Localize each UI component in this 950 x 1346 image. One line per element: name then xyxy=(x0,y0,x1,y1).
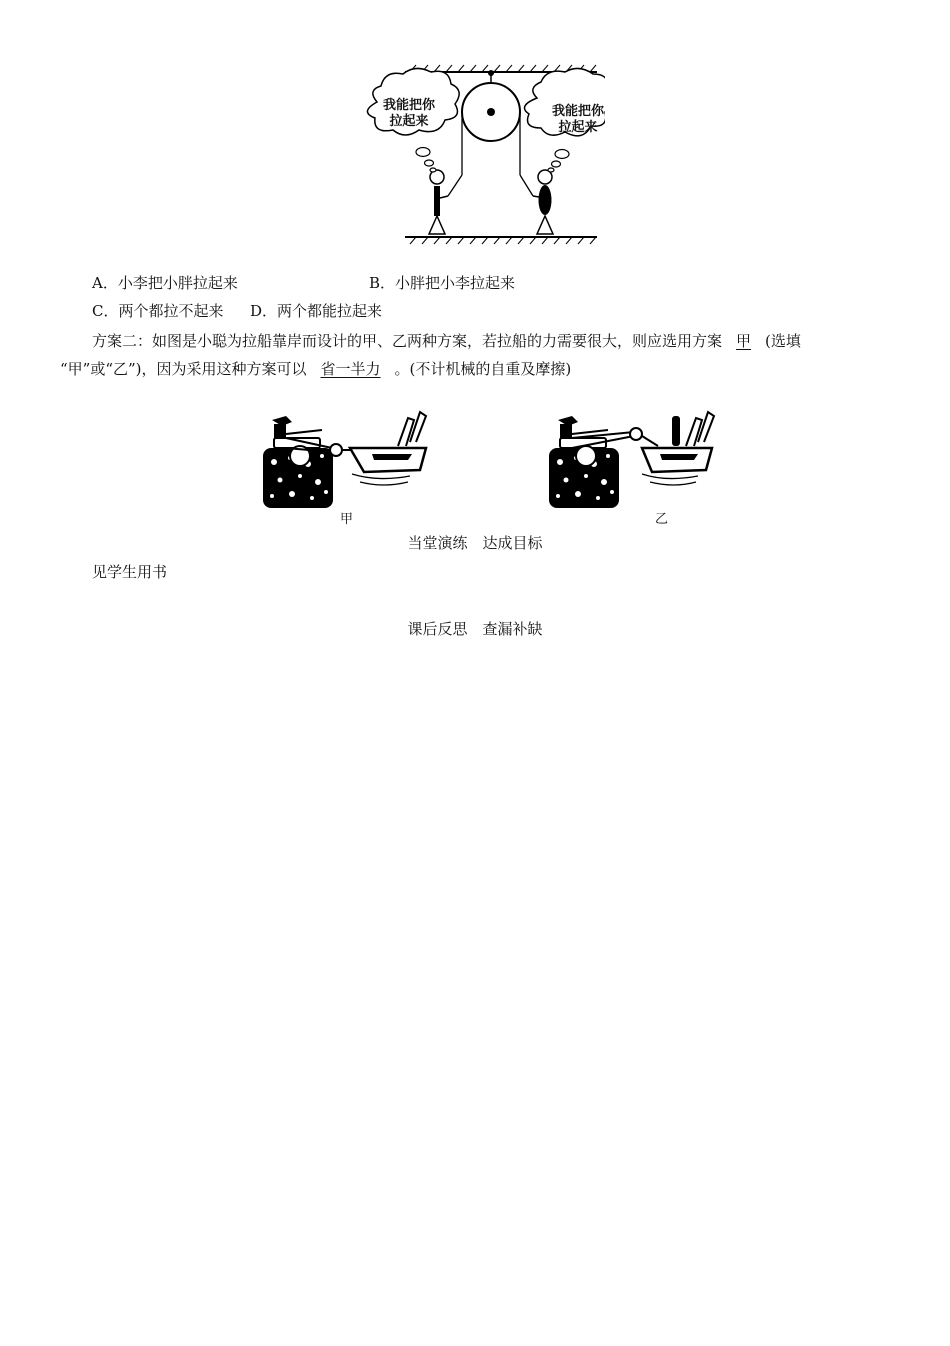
answer-2-text: 省一半力 xyxy=(320,360,381,378)
bubble-left-line2: 拉起来 xyxy=(389,114,429,129)
bubble-left-line1: 我能把你 xyxy=(382,98,435,113)
question-line-2 xyxy=(60,359,571,379)
question-line1-pre: 方案二：如图是小聪为拉船靠岸而设计的甲、乙两种方案，若拉船的力需要很大，则应选用方案 xyxy=(92,332,723,350)
practice-title: 当堂演练 达成目标 xyxy=(407,534,543,552)
question-line2-post: 。(不计机械的自重及摩擦) xyxy=(394,360,572,378)
question-line-1 xyxy=(92,331,801,351)
answer-1 xyxy=(722,332,765,350)
pulley-figure xyxy=(355,60,605,245)
question-line2-pre: “甲”或“乙”)，因为采用这种方案可以 xyxy=(60,360,307,378)
bubble-right-line2: 拉起来 xyxy=(558,120,598,135)
answer-1-text: 甲 xyxy=(736,332,752,350)
answer-2 xyxy=(307,360,395,378)
option-c: C．两个都拉不起来 xyxy=(92,302,224,320)
bubble-text-right xyxy=(547,104,609,136)
boat-figure-right xyxy=(546,402,724,514)
question-line1-post: (选填 xyxy=(765,332,801,350)
boat-label-right: 乙 xyxy=(655,512,669,527)
bubble-text-left xyxy=(378,98,440,130)
option-a: A．小李把小胖拉起来 xyxy=(92,274,238,292)
boat-label-left: 甲 xyxy=(340,512,354,527)
option-b: B．小胖把小李拉起来 xyxy=(369,274,516,292)
reflection-title: 课后反思 查漏补缺 xyxy=(407,620,543,638)
bubble-right-line1: 我能把你 xyxy=(551,104,604,119)
option-d: D．两个都能拉起来 xyxy=(250,302,383,320)
boat-figure-left xyxy=(260,402,438,514)
practice-note: 见学生用书 xyxy=(92,563,168,581)
